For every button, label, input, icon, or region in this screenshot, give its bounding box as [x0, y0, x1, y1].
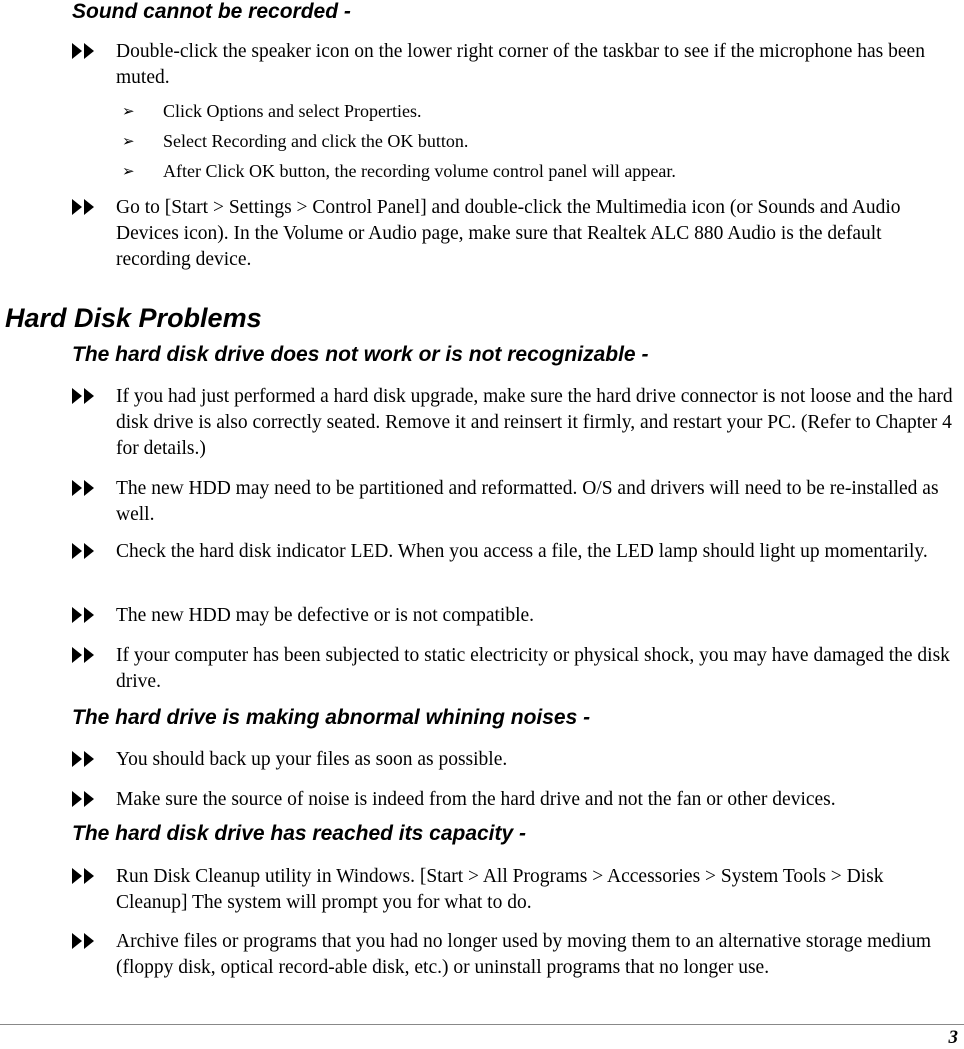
heading-hdd-capacity: The hard disk drive has reached its capacity - — [72, 822, 527, 845]
bullet-text: Check the hard disk indicator LED. When you access a file, the LED lamp should light up momentarily. — [116, 541, 928, 562]
heading-hdd-whining-noise: The hard drive is making abnormal whining noises - — [72, 706, 591, 729]
double-arrow-icon — [72, 43, 96, 59]
bullet-text: Run Disk Cleanup utility in Windows. [Start > All Programs > Accessories > System Tools > Disk Cleanup] The system will prompt you for what to do. — [116, 866, 884, 913]
footer-divider — [0, 1024, 964, 1025]
list-item — [72, 384, 957, 462]
bullet-text: Make sure the source of noise is indeed from the hard drive and not the fan or other devices. — [116, 789, 836, 810]
list-item — [72, 929, 957, 981]
list-item — [72, 39, 957, 91]
arrowhead-icon: ➢ — [122, 132, 135, 150]
double-arrow-icon — [72, 647, 96, 663]
list-item — [72, 643, 957, 695]
bullet-text: Archive files or programs that you had no longer used by moving them to an alternative storage medium (floppy disk, optical record-able disk, etc.) or uninstall programs that no longer use. — [116, 931, 932, 978]
bullet-text: If your computer has been subjected to static electricity or physical shock, you may have damaged the disk drive. — [116, 645, 950, 692]
list-item — [72, 787, 957, 813]
double-arrow-icon — [72, 199, 96, 215]
double-arrow-icon — [72, 607, 96, 623]
heading-sound-not-recorded: Sound cannot be recorded - — [72, 0, 351, 23]
arrowhead-icon: ➢ — [122, 102, 135, 120]
sub-bullet-text: After Click OK button, the recording volume control panel will appear. — [163, 161, 676, 181]
heading-hdd-not-recognized: The hard disk drive does not work or is not recognizable - — [72, 343, 649, 366]
bullet-text: If you had just performed a hard disk upgrade, make sure the hard drive connector is not loose and the hard disk drive is also correctly seated. Remove it and reinsert it firmly, and restart your PC. (Refer to Chapter 4 for details.) — [116, 386, 953, 459]
double-arrow-icon — [72, 751, 96, 767]
double-arrow-icon — [72, 868, 96, 884]
bullet-text: You should back up your files as soon as possible. — [116, 749, 508, 770]
arrowhead-icon: ➢ — [122, 162, 135, 180]
list-item — [72, 603, 957, 629]
page-number: 3 — [948, 1027, 958, 1048]
bullet-text: Go to [Start > Settings > Control Panel] and double-click the Multimedia icon (or Sounds and Audio Devices icon). In the Volume or Audio page, make sure that Realtek ALC 880 Audio is the default recording device. — [116, 197, 901, 270]
bullet-text: The new HDD may need to be partitioned and reformatted. O/S and drivers will need to be re-installed as well. — [116, 478, 939, 525]
sub-bullet-text: Click Options and select Properties. — [163, 101, 422, 121]
double-arrow-icon — [72, 933, 96, 949]
list-item — [72, 476, 957, 528]
list-item — [72, 539, 957, 565]
double-arrow-icon — [72, 480, 96, 496]
list-item — [113, 160, 953, 182]
list-item — [72, 864, 957, 916]
double-arrow-icon — [72, 543, 96, 559]
list-item — [113, 130, 953, 152]
list-item — [72, 195, 957, 273]
bullet-text: The new HDD may be defective or is not compatible. — [116, 605, 535, 626]
section-title-hard-disk-problems: Hard Disk Problems — [5, 303, 262, 333]
bullet-text: Double-click the speaker icon on the lower right corner of the taskbar to see if the microphone has been muted. — [116, 41, 925, 88]
double-arrow-icon — [72, 791, 96, 807]
double-arrow-icon — [72, 388, 96, 404]
sub-bullet-text: Select Recording and click the OK button. — [163, 131, 469, 151]
list-item — [113, 100, 953, 122]
list-item — [72, 747, 957, 773]
